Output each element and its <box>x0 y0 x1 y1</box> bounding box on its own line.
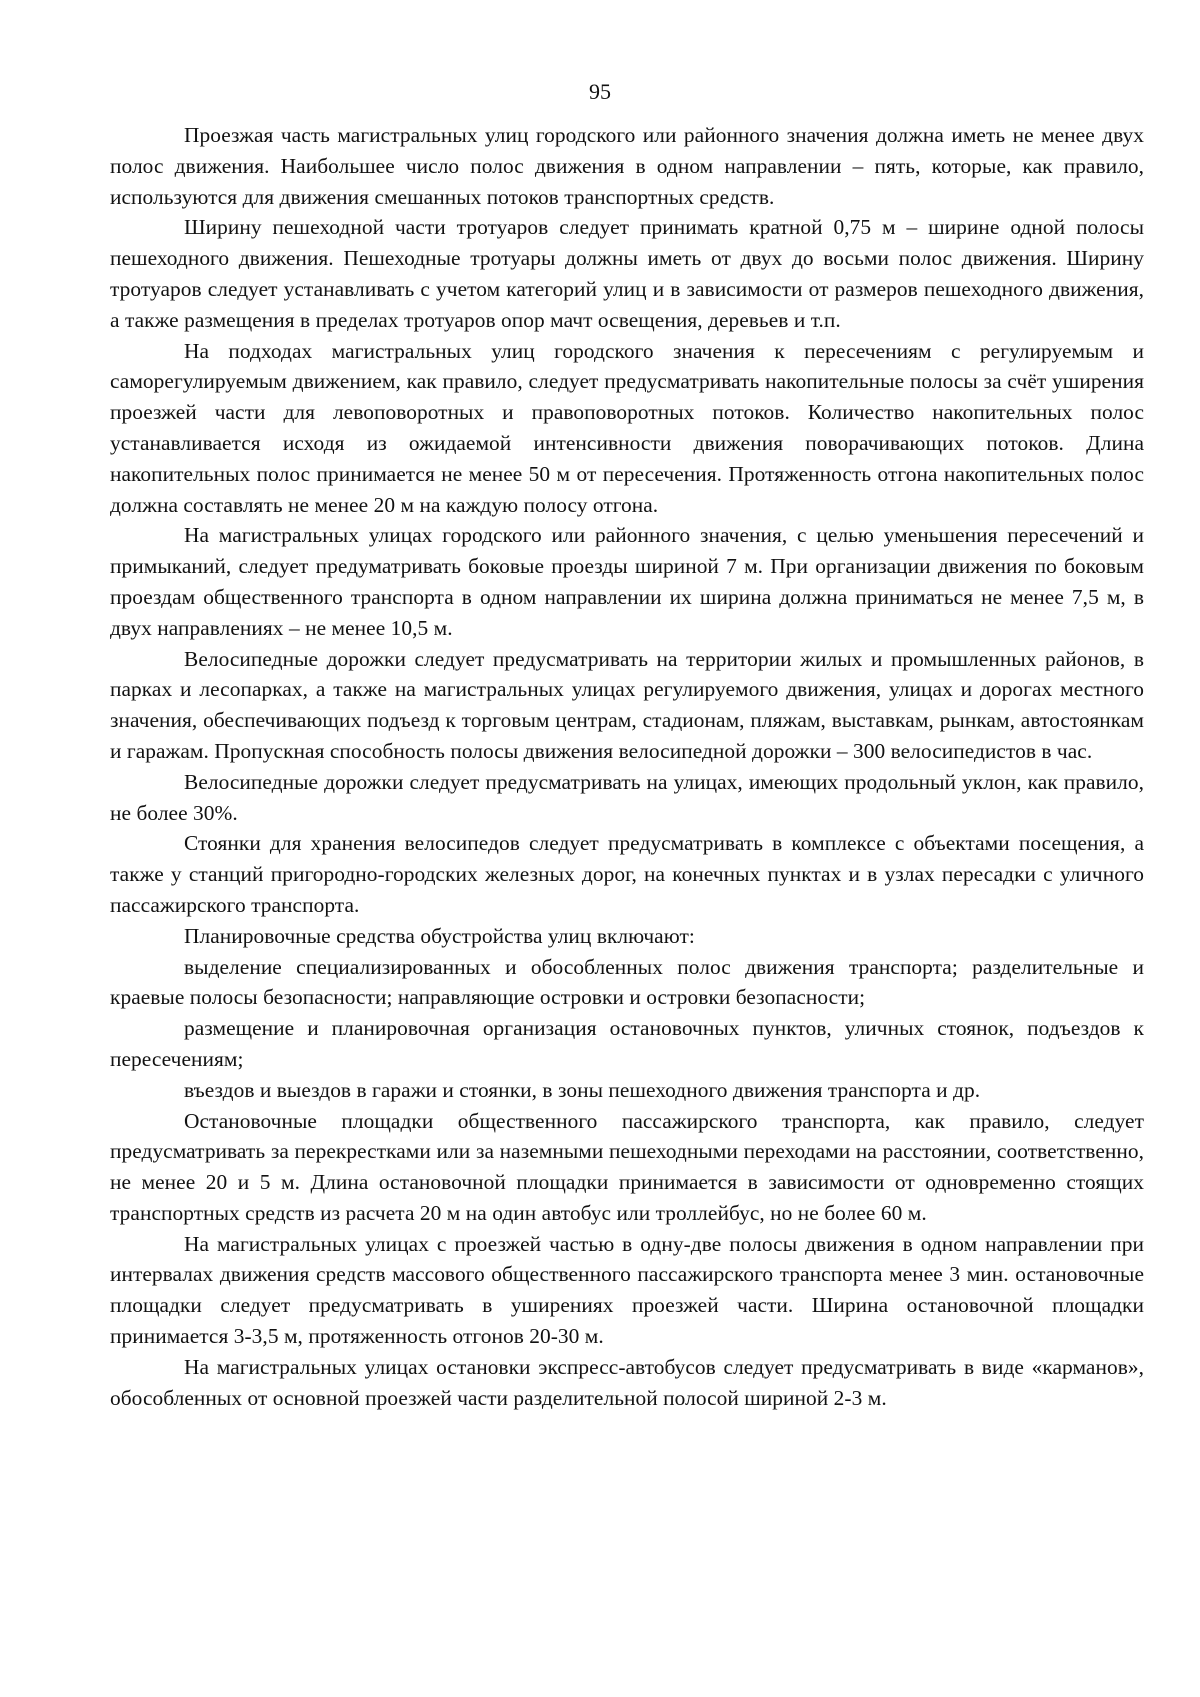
paragraph: На подходах магистральных улиц городского значения к пересечениям с регулируемым и саморегулируемым движением, как правило, следует предусматривать накопительные полосы за счёт уширения проезжей части для левоповоротных и правоповоротных потоков. Количество накопительных полос устанавливается исходя из ожидаемой интенсивности движения поворачивающих потоков. Длина накопительных полос принимается не менее 50 м от пересечения. Протяженность отгона накопительных полос должна составлять не менее 20 м на каждую полосу отгона. <box>110 338 1144 517</box>
paragraph: Велосипедные дорожки следует предусматривать на улицах, имеющих продольный уклон, как правило, не более 30%. <box>110 769 1144 825</box>
list-item: въездов и выездов в гаражи и стоянки, в зоны пешеходного движения транспорта и др. <box>184 1077 981 1102</box>
paragraph: На магистральных улицах городского или районного значения, с целью уменьшения пересечений и примыканий, следует предуматривать боковые проезды шириной 7 м. При организации движения по боковым проездам общественного транспорта в одном направлении их ширина должна приниматься не менее 7,5 м, в двух направлениях – не менее 10,5 м. <box>110 523 1144 640</box>
document-body <box>110 120 1144 1413</box>
page-number: 95 <box>589 79 611 104</box>
list-item: выделение специализированных и обособленных полос движения транспорта; разделительные и краевые полосы безопасности; направляющие островки и островки безопасности; <box>110 954 1144 1010</box>
paragraph: Велосипедные дорожки следует предусматривать на территории жилых и промышленных районов, в парках и лесопарках, а также на магистральных улицах регулируемого движения, улицах и дорогах местного значения, обеспечивающих подъезд к торговым центрам, стадионам, пляжам, выставкам, рынкам, автостоянкам и гаражам. Пропускная способность полосы движения велосипедной дорожки – 300 велосипедистов в час. <box>110 646 1144 763</box>
paragraph: На магистральных улицах с проезжей частью в одну-две полосы движения в одном направлении при интервалах движения средств массового общественного пассажирского транспорта менее 3 мин. остановочные площадки следует предусматривать в уширениях проезжей части. Ширина остановочной площадки принимается 3-3,5 м, протяженность отгонов 20-30 м. <box>110 1231 1144 1349</box>
paragraph: Планировочные средства обустройства улиц включают: <box>184 923 695 948</box>
paragraph: На магистральных улицах остановки экспресс-автобусов следует предусматривать в виде «карманов», обособленных от основной проезжей части разделительной полосой шириной 2-3 м. <box>110 1354 1144 1410</box>
paragraph: Стоянки для хранения велосипедов следует предусматривать в комплексе с объектами посещения, а также у станций пригородно-городских железных дорог, на конечных пунктах и в узлах пересадки с уличного пассажирского транспорта. <box>110 831 1144 917</box>
paragraph: Ширину пешеходной части тротуаров следует принимать кратной 0,75 м – ширине одной полосы пешеходного движения. Пешеходные тротуары должны иметь от двух до восьми полос движения. Ширину тротуаров следует устанавливать с учетом категорий улиц и в зависимости от размеров пешеходного движения, а также размещения в пределах тротуаров опор мачт освещения, деревьев и т.п. <box>110 215 1144 332</box>
paragraph: Остановочные площадки общественного пассажирского транспорта, как правило, следует предусматривать за перекрестками или за наземными пешеходными переходами на расстоянии, соответственно, не менее 20 и 5 м. Длина остановочной площадки принимается в зависимости от одновременно стоящих транспортных средств из расчета 20 м на один автобус или троллейбус, но не более 60 м. <box>110 1108 1144 1225</box>
list-item: размещение и планировочная организация остановочных пунктов, уличных стоянок, подъездов к пересечениям; <box>110 1016 1144 1071</box>
paragraph: Проезжая часть магистральных улиц городского или районного значения должна иметь не менее двух полос движения. Наибольшее число полос движения в одном направлении – пять, которые, как правило, используются для движения смешанных потоков транспортных средств. <box>110 123 1144 209</box>
